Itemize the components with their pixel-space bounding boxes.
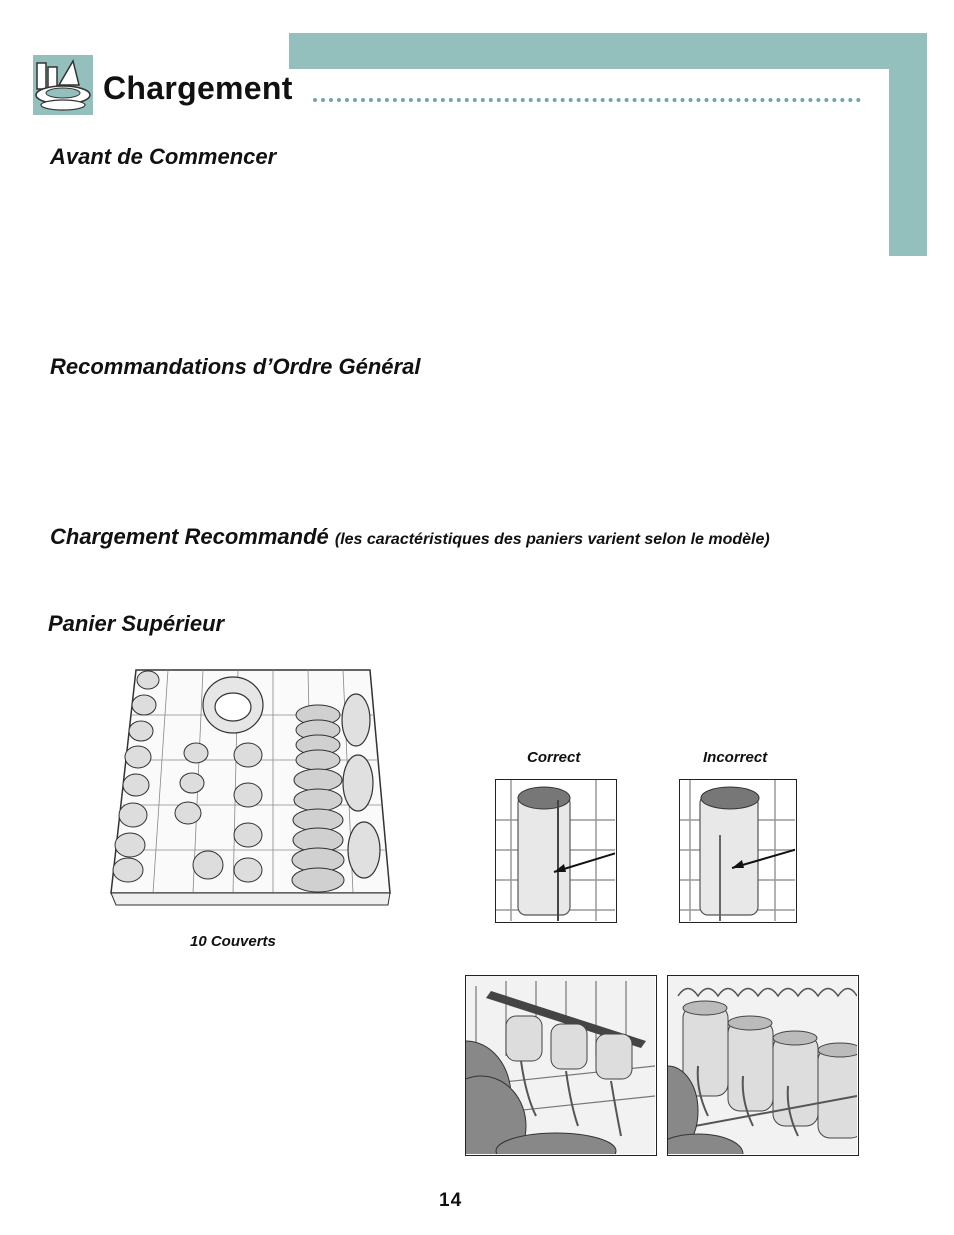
rack-caption: 10 Couverts [190,933,276,950]
page-number: 14 [439,1190,463,1211]
header-teal-bar [289,33,927,69]
incorrect-glass-illustration [679,779,797,923]
correct-glass-illustration [495,779,617,923]
page-title: Chargement [103,70,293,106]
dishes-icon [33,55,93,115]
title-dotted-leader [313,72,861,102]
heading-model-note: (les caractéristiques des paniers varient selon le modèle) [334,531,770,548]
rack-glasses-photo-right [667,975,859,1156]
upper-rack-illustration [108,665,394,915]
heading-chargement-recommande-text: Chargement Recommandé [50,524,329,549]
header-teal-side-tab [889,33,927,256]
heading-avant-de-commencer: Avant de Commencer [50,144,277,169]
rack-glasses-photo-left [465,975,657,1156]
heading-panier-superieur: Panier Supérieur [48,611,225,636]
heading-chargement-recommande [50,524,770,550]
correct-caption: Correct [527,749,581,766]
heading-recommandations-generales: Recommandations d’Ordre Général [50,354,421,379]
incorrect-caption: Incorrect [703,749,768,766]
